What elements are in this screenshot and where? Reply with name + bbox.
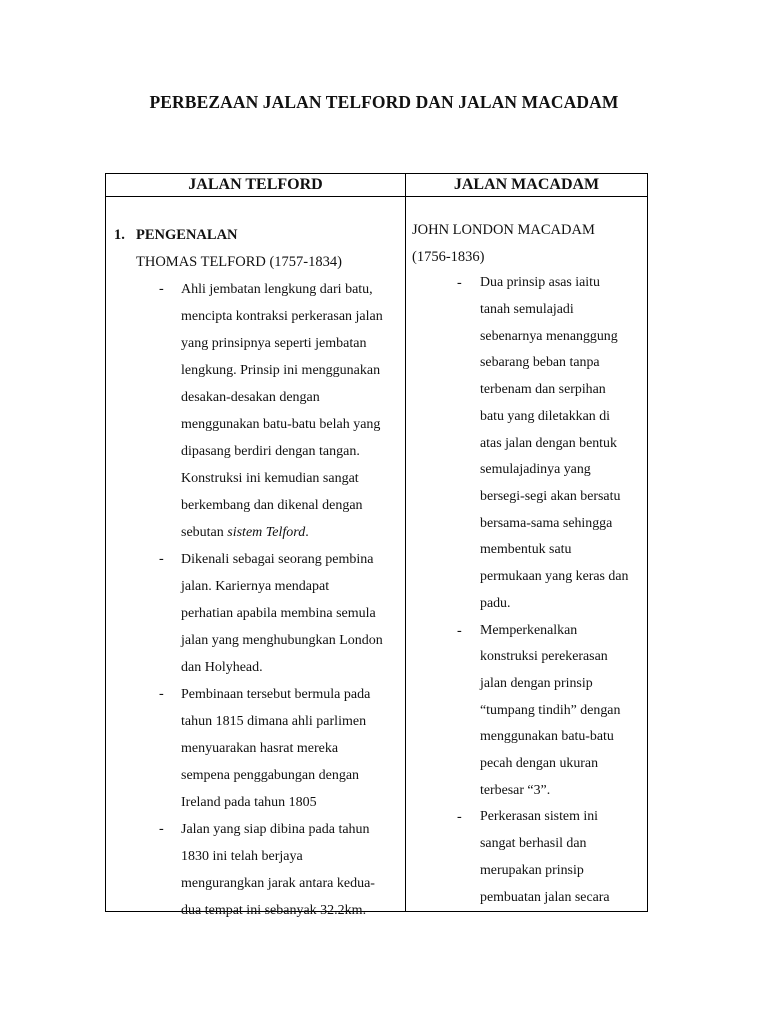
section-number: 1. bbox=[114, 227, 125, 243]
bullet-dash: - bbox=[457, 275, 462, 292]
bullet-dash: - bbox=[159, 551, 164, 567]
bullet-text: Perkerasan sistem ini sangat berhasil dan merupakan prinsip pembuatan jalan secara bbox=[480, 809, 610, 905]
list-item bbox=[114, 816, 404, 924]
section-title: PENGENALAN bbox=[136, 227, 238, 243]
macadam-author-name: JOHN LONDON MACADAM bbox=[412, 222, 595, 238]
italic-term: sistem Telford bbox=[227, 525, 306, 540]
bullet-dash: - bbox=[159, 821, 164, 837]
list-item bbox=[412, 270, 648, 617]
macadam-author-years: (1756-1836) bbox=[412, 248, 485, 265]
telford-column bbox=[114, 222, 404, 924]
list-item bbox=[114, 546, 404, 681]
list-item bbox=[114, 681, 404, 816]
bullet-text: Memperkenalkan konstruksi perekerasan jalan dengan prinsip “tumpang tindih” dengan menggunakan batu-batu pecah dengan ukuran terbesar “3”. bbox=[480, 622, 621, 798]
header-jalan-macadam: JALAN MACADAM bbox=[453, 176, 600, 193]
bullet-text: Ahli jembatan lengkung dari batu, mencipta kontraksi perkerasan jalan yang prinsipnya seperti jembatan lengkung. Prinsip ini menggunakan desakan-desakan dengan menggunakan batu-batu belah yang dipasang berdiri dengan tangan. Konstruksi ini kemudian sangat berkembang dan dikenal dengan sebutan bbox=[181, 282, 383, 540]
bullet-text: Dua prinsip asas iaitu tanah semulajadi sebenarnya menanggung sebarang beban tanpa terbenam dan serpihan batu yang diletakkan di atas jalan dengan bentuk semulajadinya yang bersegi-segi akan bersatu bersama-sama sehingga membentuk satu permukaan yang keras dan padu. bbox=[480, 275, 629, 611]
macadam-bullet-list bbox=[412, 270, 648, 911]
telford-bullet-list bbox=[114, 276, 404, 924]
list-item: - Ahli jembatan lengkung dari batu, mencipta kontraksi perkerasan jalan yang prinsipnya seperti jembatan lengkung. Prinsip ini menggunakan desakan-desakan dengan menggunakan batu-batu belah yang dipasang berdiri dengan tangan. Konstruksi ini kemudian sangat berkembang dan dikenal dengan sebutan sistem Telford. bbox=[114, 276, 404, 546]
macadam-column bbox=[412, 217, 648, 911]
bullet-text: Jalan yang siap dibina pada tahun 1830 ini telah berjaya mengurangkan jarak antara kedua- dua tempat ini sebanyak 32.2km. bbox=[181, 822, 375, 918]
bullet-text: Dikenali sebagai seorang pembina jalan. Kariernya mendapat perhatian apabila membina semula jalan yang menghubungkan London dan Holyhead. bbox=[181, 552, 383, 675]
list-item bbox=[412, 618, 648, 805]
bullet-dash: - bbox=[457, 809, 462, 826]
bullet-dash: - bbox=[457, 622, 462, 639]
document-title: PERBEZAAN JALAN TELFORD DAN JALAN MACADAM bbox=[149, 92, 619, 112]
header-jalan-telford: JALAN TELFORD bbox=[188, 176, 323, 193]
list-item bbox=[412, 804, 648, 911]
telford-author: THOMAS TELFORD (1757-1834) bbox=[136, 254, 342, 270]
bullet-dash: - bbox=[159, 686, 164, 702]
column-divider bbox=[405, 174, 406, 911]
bullet-dash: - bbox=[159, 281, 164, 297]
section-heading bbox=[114, 222, 404, 249]
bullet-text: Pembinaan tersebut bermula pada tahun 1815 dimana ahli parlimen menyuarakan hasrat mereka sempena penggabungan dengan Ireland pada tahun 1805 bbox=[181, 687, 371, 810]
comparison-table bbox=[105, 173, 648, 918]
